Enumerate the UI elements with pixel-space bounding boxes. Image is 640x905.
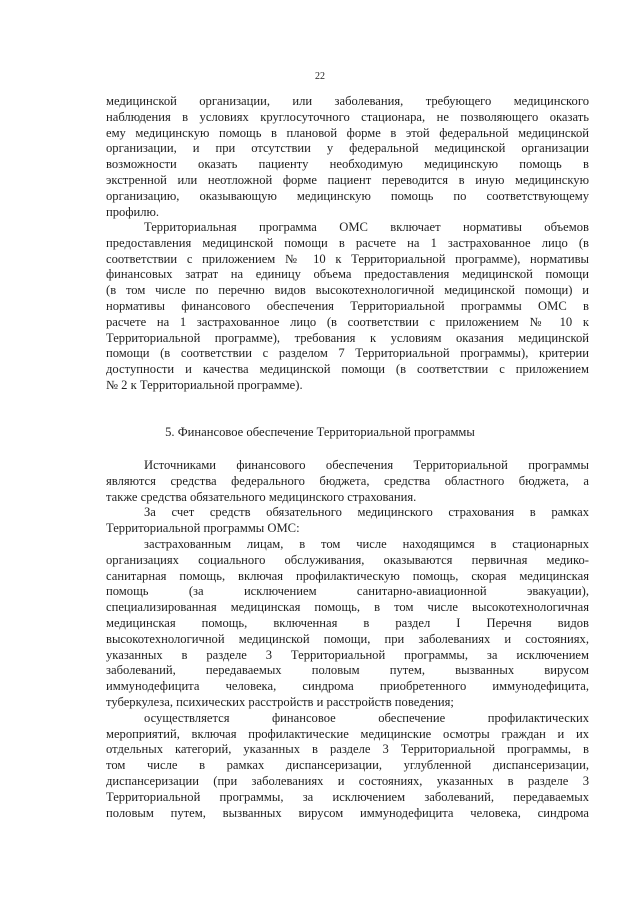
text-line: расчете на 1 застрахованное лицо (в соответствии с приложением № 10 к	[106, 314, 589, 329]
text-line: профилю.	[106, 204, 160, 219]
text-line: ему медицинскую помощь в плановой форме в этой федеральной медицинской	[106, 125, 589, 140]
text-line: № 2 к Территориальной программе).	[106, 377, 303, 392]
text-line: экстренной или неотложной форме пациент переводится в иную медицинскую	[106, 172, 589, 187]
text-line: отдельных категорий, указанных в разделе 3 Территориальной программы, в	[106, 742, 589, 757]
text-line: финансовых затрат на единицу объема предоставления медицинской помощи	[106, 267, 589, 282]
text-line: диспансеризации (при заболеваниях и состояниях, указанных в разделе 3	[106, 773, 589, 788]
text-line: Территориальной программе), требования к условиям оказания медицинской	[106, 330, 589, 345]
section-heading: 5. Финансовое обеспечение Территориальной программы	[165, 425, 475, 439]
text-line: предоставления медицинской помощи в расчете на 1 застрахованное лицо (в	[106, 235, 589, 250]
text-line: санитарная помощь, включая профилактическую помощь, скорая медицинская	[106, 568, 589, 583]
text-line: мероприятий, включая профилактические медицинские осмотры граждан и их	[106, 726, 589, 741]
text-line: (в том числе по перечню видов высокотехнологичной медицинской помощи) и	[106, 283, 589, 298]
text-line: организацию, оказывающую медицинскую помощь по соответствующему	[106, 188, 589, 203]
paragraph-continuation	[106, 94, 589, 220]
text-line: возможности оказать пациенту необходимую медицинскую помощь в	[106, 157, 589, 172]
text-line: Источниками финансового обеспечения Территориальной программы	[144, 458, 589, 472]
text-line: соответствии с приложением № 10 к Территориальной программе), нормативы	[106, 251, 589, 266]
text-line: наблюдения в условиях круглосуточного стационара, не позволяющего оказать	[106, 109, 589, 124]
text-line: Территориальной программы ОМС:	[106, 521, 300, 536]
text-line: медицинская помощь, включенная в раздел I Перечня видов	[106, 615, 589, 630]
text-line: организации, и при отсутствии у федеральной медицинской организации	[106, 141, 589, 156]
paragraph-territorial-program	[106, 220, 589, 394]
text-line: том числе в рамках диспансеризации, углубленной диспансеризации,	[106, 758, 589, 773]
text-line: являются средства федерального бюджета, средства областного бюджета, а	[106, 473, 589, 488]
section-body	[106, 458, 589, 821]
text-line: туберкулеза, психических расстройств и расстройств поведения;	[106, 694, 454, 709]
text-line: указанных в разделе 3 Территориальной программы, за исключением	[106, 647, 589, 662]
text-line: организациях социального обслуживания, оказываются первичная медико-	[106, 552, 589, 567]
text-line: Территориальная программа ОМС включает нормативы объемов	[144, 220, 589, 234]
text-line: иммунодефицита человека, синдрома приобретенного иммунодефицита,	[106, 679, 589, 694]
text-line: специализированная медицинская помощь, в том числе высокотехнологичная	[106, 600, 589, 615]
text-line: Территориальной программы, за исключением заболеваний, передаваемых	[106, 789, 589, 804]
text-line: заболеваний, передаваемых половым путем, вызванных вирусом	[106, 663, 589, 678]
text-line: помощи (в соответствии с разделом 7 Территориальной программы), критерии	[106, 346, 589, 361]
text-line: За счет средств обязательного медицинского страхования в рамках	[144, 505, 589, 520]
text-line: половым путем, вызванных вирусом иммунодефицита человека, синдрома	[106, 805, 589, 820]
page-number: 22	[315, 71, 325, 82]
text-line: медицинской организации, или заболевания, требующего медицинского	[106, 94, 589, 108]
text-line: нормативы финансового обеспечения Территориальной программы ОМС в	[106, 298, 589, 313]
text-line: помощь (за исключением санитарно-авиационной эвакуации),	[106, 584, 589, 599]
text-line: также средства обязательного медицинского страхования.	[106, 489, 417, 504]
text-line: высокотехнологичной медицинской помощи, при заболеваниях и состояниях,	[106, 631, 589, 646]
text-line: осуществляется финансовое обеспечение профилактических	[144, 710, 589, 725]
text-line: доступности и качества медицинской помощи (в соответствии с приложением	[106, 362, 589, 377]
text-line: застрахованным лицам, в том числе находящимся в стационарных	[144, 536, 589, 551]
